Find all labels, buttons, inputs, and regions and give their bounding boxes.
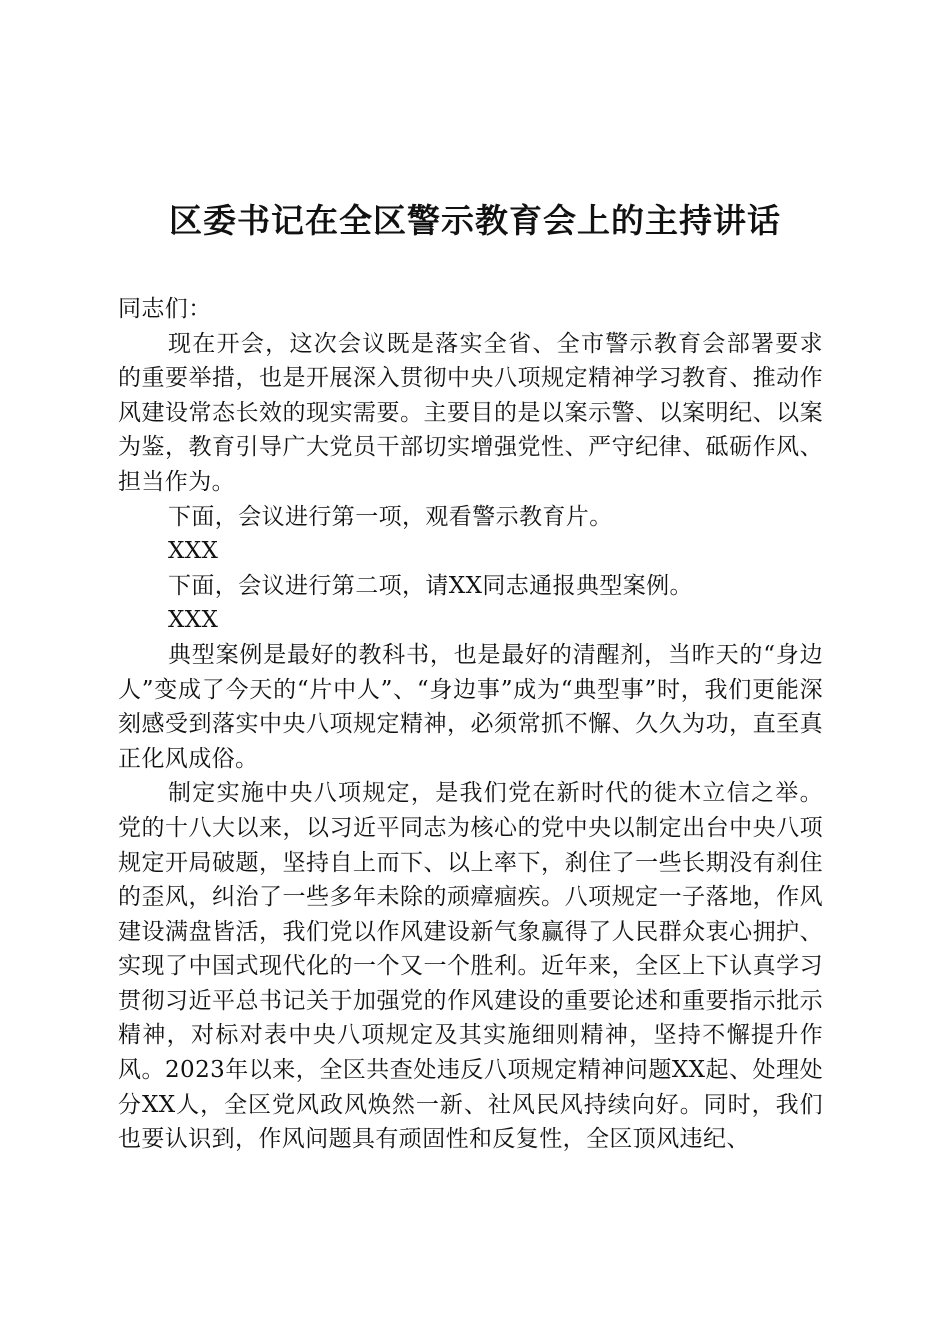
- document-title: 区委书记在全区警示教育会上的主持讲话: [169, 201, 781, 240]
- document-body: [118, 292, 823, 1157]
- paragraph-eight-rules: 制定实施中央八项规定，是我们党在新时代的徙木立信之举。党的十八大以来，以习近平同志为核心的党中央以制定出台中央八项规定开局破题，坚持自上而下、以上率下，刹住了一些长期没有刹住的歪风，纠治了一些多年未除的顽瘴痼疾。八项规定一子落地，作风建设满盘皆活，我们党以作风建设新气象赢得了人民群众衷心拥护、实现了中国式现代化的一个又一个胜利。近年来，全区上下认真学习贯彻习近平总书记关于加强党的作风建设的重要论述和重要指示批示精神，对标对表中央八项规定及其实施细则精神，坚持不懈提升作风。2023年以来，全区共查处违反八项规定精神问题XX起、处理处分XX人，全区党风政风焕然一新、社风民风持续向好。同时，我们也要认识到，作风问题具有顽固性和反复性，全区顶风违纪、: [118, 780, 823, 1153]
- paragraph-agenda-item-1: 下面，会议进行第一项，观看警示教育片。: [168, 503, 613, 530]
- paragraph-typical-cases: 典型案例是最好的教科书，也是最好的清醒剂，当昨天的“身边人”变成了今天的“片中人”、“身边事”成为“典型事”时，我们更能深刻感受到落实中央八项规定精神，必须常抓不懈、久久为功，直至真正化风成俗。: [118, 641, 823, 772]
- paragraph-opening: 现在开会，这次会议既是落实全省、全市警示教育会部署要求的重要举措，也是开展深入贯彻中央八项规定精神学习教育、推动作风建设常态长效的现实需要。主要目的是以案示警、以案明纪、以案为鉴，教育引导广大党员干部切实增强党性、严守纪律、砥砺作风、担当作为。: [118, 330, 823, 495]
- salutation: 同志们：: [118, 296, 212, 322]
- paragraph-placeholder-2: XXX: [168, 607, 219, 634]
- paragraph-agenda-item-2: 下面，会议进行第二项，请XX同志通报典型案例。: [168, 572, 693, 599]
- paragraph-placeholder-1: XXX: [168, 538, 219, 565]
